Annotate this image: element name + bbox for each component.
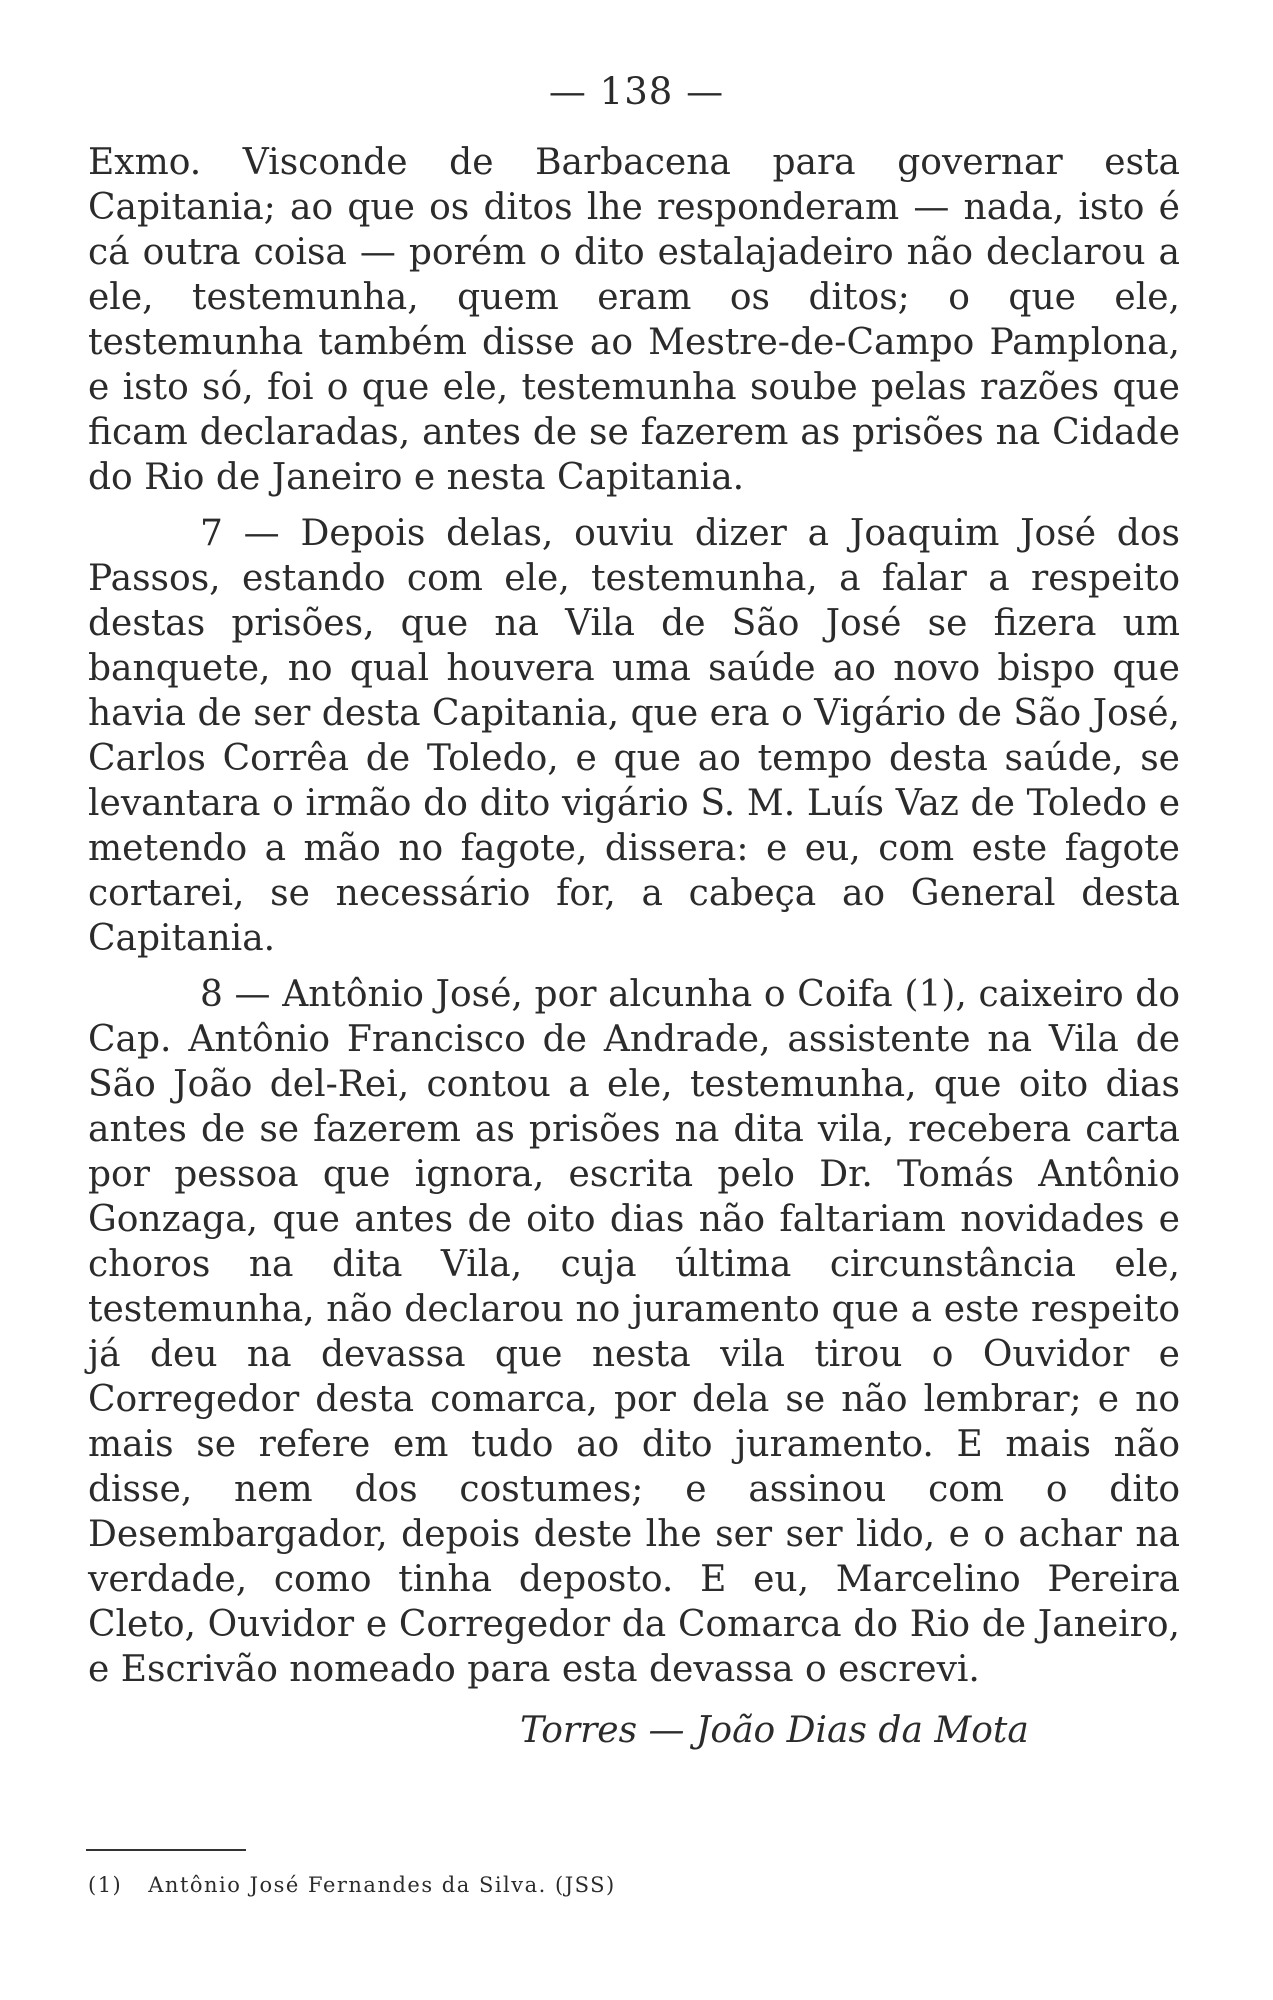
- body-text: [88, 140, 1180, 1703]
- footnote-divider: [86, 1849, 246, 1851]
- paragraph-7: 7 — Depois delas, ouviu dizer a Joaquim José dos Passos, estando com ele, testemunha, a falar a respeito destas prisões, que na Vila de São José se fizera um banquete, no qual houvera uma saúde ao novo bispo que havia de ser desta Capitania, que era o Vigário de São José, Carlos Corrêa de Toledo, e que ao tempo desta saúde, se levantara o irmão do dito vigário S. M. Luís Vaz de Toledo e metendo a mão no fagote, dissera: e eu, com este fagote cortarei, se necessário for, a cabeça ao General desta Capitania.: [88, 513, 1180, 959]
- page-number: — 138 —: [548, 70, 725, 113]
- signature-line: Torres — João Dias da Mota: [520, 1710, 1029, 1751]
- footnote-marker: (1): [88, 1873, 123, 1897]
- footnote: [88, 1873, 616, 1897]
- paragraph-8: 8 — Antônio José, por alcunha o Coifa (1), caixeiro do Cap. Antônio Francisco de Andrade, assistente na Vila de São João del-Rei, contou a ele, testemunha, que oito dias antes de se fazerem as prisões na dita vila, recebera carta por pessoa que ignora, escrita pelo Dr. Tomás Antônio Gonzaga, que antes de oito dias não faltariam novidades e choros na dita Vila, cuja última circunstância ele, testemunha, não declarou no juramento que a este respeito já deu na devassa que nesta vila tirou o Ouvidor e Corregedor desta comarca, por dela se não lembrar; e no mais se refere em tudo ao dito juramento. E mais não disse, nem dos costumes; e assinou com o dito Desembargador, depois deste lhe ser ser lido, e o achar na verdade, como tinha deposto. E eu, Marcelino Pereira Cleto, Ouvidor e Corregedor da Comarca do Rio de Janeiro, e Escrivão nomeado para esta devassa o escrevi.: [88, 974, 1180, 1690]
- paragraph-continuation: Exmo. Visconde de Barbacena para governar esta Capitania; ao que os ditos lhe responderam — nada, isto é cá outra coisa — porém o dito estalajadeiro não declarou a ele, testemunha, quem eram os ditos; o que ele, testemunha também disse ao Mestre-de-Campo Pamplona, e isto só, foi o que ele, testemunha soube pelas razões que ficam declaradas, antes de se fazerem as prisões na Cidade do Rio de Janeiro e nesta Capitania.: [88, 142, 1180, 498]
- footnote-text: Antônio José Fernandes da Silva. (JSS): [148, 1873, 616, 1897]
